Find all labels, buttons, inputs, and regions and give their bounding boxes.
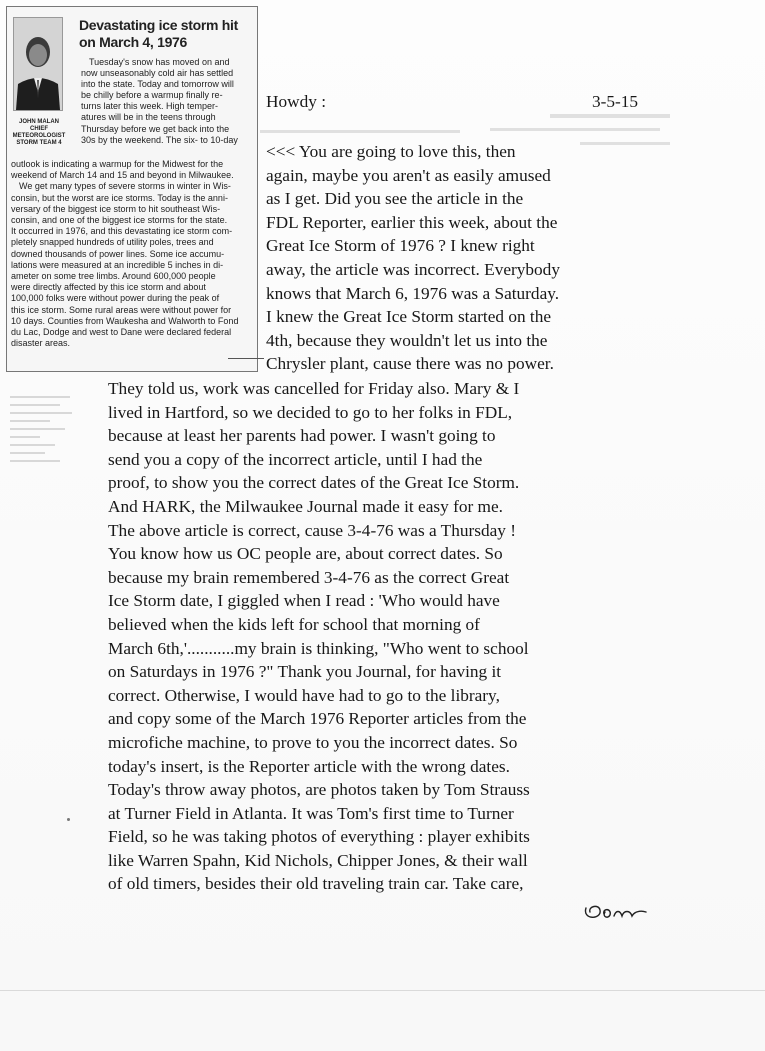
- letter-line: Chrysler plant, cause there was no power.: [266, 354, 554, 374]
- author-photo: [13, 17, 63, 111]
- letter-line: like Warren Spahn, Kid Nichols, Chipper Jones, & their wall: [108, 850, 528, 870]
- letter-line: <<< You are going to love this, then: [266, 142, 516, 161]
- page-fold-line: [0, 990, 765, 991]
- letter-line: They told us, work was cancelled for Friday also. Mary & I: [108, 379, 520, 398]
- faint-bleed-marks: [10, 390, 80, 560]
- clipping-line: Thursday before we get back into the: [81, 123, 230, 134]
- clipping-intro: [81, 57, 255, 146]
- clipping-line: disaster areas.: [11, 338, 71, 349]
- letter-line: lived in Hartford, so we decided to go to her folks in FDL,: [108, 402, 513, 422]
- clipping-line: pletely snapped hundreds of utility poles, trees and: [11, 237, 214, 248]
- letter-line: at Turner Field in Atlanta. It was Tom's first time to Turner: [108, 803, 514, 823]
- clipping-line: be chilly before a warmup finally re-: [81, 90, 223, 101]
- clipping-line: 10 days. Counties from Waukesha and Walworth to Fond: [11, 315, 239, 326]
- letter-line: Great Ice Storm of 1976 ? I knew right: [266, 236, 535, 256]
- letter-greeting: Howdy :: [266, 92, 327, 111]
- handwritten-signature: [580, 898, 650, 924]
- clipping-line: Tuesday's snow has moved on and: [89, 57, 230, 67]
- clipping-line: now unseasonably cold air has settled: [81, 68, 234, 79]
- clipping-line: We get many types of severe storms in winter in Wis-: [19, 181, 231, 192]
- letter-line: Today's throw away photos, are photos taken by Tom Strauss: [108, 780, 530, 800]
- letter-line: correct. Otherwise, I would have had to go to the library,: [108, 685, 500, 705]
- letter-line: again, maybe you aren't as easily amused: [266, 165, 551, 185]
- letter-line: microfiche machine, to prove to you the incorrect dates. So: [108, 732, 518, 752]
- byline-title-1: CHIEF: [30, 126, 48, 132]
- letter-line: I knew the Great Ice Storm started on the: [266, 307, 552, 327]
- letter-line: The above article is correct, cause 3-4-76 was a Thursday !: [108, 520, 517, 540]
- clipping-line: into the state. Today and tomorrow will: [81, 79, 234, 90]
- letter-main-column: [108, 377, 656, 896]
- letter-line: because my brain remembered 3-4-76 as the correct Great: [108, 567, 510, 587]
- letter-line: 4th, because they wouldn't let us into the: [266, 330, 548, 350]
- letter-line: and copy some of the March 1976 Reporter articles from the: [108, 709, 527, 729]
- clipping-headline: Devastating ice storm hit on March 4, 1976: [79, 17, 238, 50]
- letter-line: on Saturdays in 1976 ?" Thank you Journal, for having it: [108, 662, 502, 682]
- clipping-line: consin, but the worst are ice storms. Today is the anni-: [11, 192, 228, 203]
- clipping-line: were directly affected by this ice storm and about: [11, 282, 206, 293]
- clipping-line: atures will be in the teens through: [81, 112, 216, 123]
- letter-line: knows that March 6, 1976 was a Saturday.: [266, 283, 560, 303]
- letter-line: You know how us OC people are, about correct dates. So: [108, 544, 503, 564]
- letter-line: as I get. Did you see the article in the: [266, 189, 524, 209]
- letter-line: proof, to show you the correct dates of the Great Ice Storm.: [108, 473, 520, 493]
- clipping-line: It occurred in 1976, and this devastating ice storm com-: [11, 226, 233, 237]
- letter-line: send you a copy of the incorrect article, until I had the: [108, 449, 483, 469]
- clipping-line: downed thousands of power lines. Some ice accumu-: [11, 248, 225, 259]
- clipping-line: lations were measured at an incredible 5 inches in di-: [11, 259, 224, 270]
- byline-title-2: METEOROLOGIST: [12, 133, 66, 139]
- letter-line: of old timers, besides their old traveling train car. Take care,: [108, 874, 524, 894]
- letter-line: today's insert, is the Reporter article with the wrong dates.: [108, 756, 510, 776]
- clipping-line: du Lac, Dodge and west to Dane were declared federal: [11, 327, 232, 338]
- clipping-line: outlook is indicating a warmup for the Midwest for the: [11, 159, 224, 169]
- clipping-continued: [11, 159, 255, 349]
- letter-date: 3-5-15: [592, 92, 639, 111]
- underline-mark: [228, 358, 264, 359]
- letter-right-column: [266, 140, 652, 376]
- clipping-line: weekend of March 14 and 15 and beyond in Milwaukee.: [11, 170, 234, 181]
- clipping-line: 30s by the weekend. The six- to 10-day: [81, 134, 238, 145]
- letter-line: And HARK, the Milwaukee Journal made it easy for me.: [108, 496, 503, 516]
- clipping-line: consin, and one of the biggest ice storms for the state.: [11, 215, 228, 226]
- letter-line: believed when the kids left for school that morning of: [108, 614, 480, 634]
- clipping-line: this ice storm. Some rural areas were without power for: [11, 304, 232, 315]
- clipping-line: turns later this week. High temper-: [81, 101, 219, 112]
- letter-line: Field, so he was taking photos of everything : player exhibits: [108, 827, 530, 847]
- clipping-line: 100,000 folks were without power during the peak of: [11, 293, 220, 304]
- letter-line: Ice Storm date, I giggled when I read : 'Who would have: [108, 591, 500, 611]
- clipping-line: ameter on some tree limbs. Around 600,000 people: [11, 271, 216, 282]
- letter-line: FDL Reporter, earlier this week, about the: [266, 212, 558, 232]
- byline: [7, 119, 71, 147]
- letter-line: away, the article was incorrect. Everybody: [266, 259, 560, 279]
- byline-team: STORM TEAM 4: [16, 140, 62, 146]
- newspaper-clipping: [6, 6, 258, 372]
- clipping-line: versary of the biggest ice storm to hit southeast Wis-: [11, 203, 221, 214]
- stray-mark: [67, 818, 70, 821]
- letter-line: March 6th,'...........my brain is thinking, "Who went to school: [108, 638, 529, 658]
- byline-name: JOHN MALAN: [19, 119, 59, 125]
- letter-line: because at least her parents had power. I wasn't going to: [108, 426, 496, 446]
